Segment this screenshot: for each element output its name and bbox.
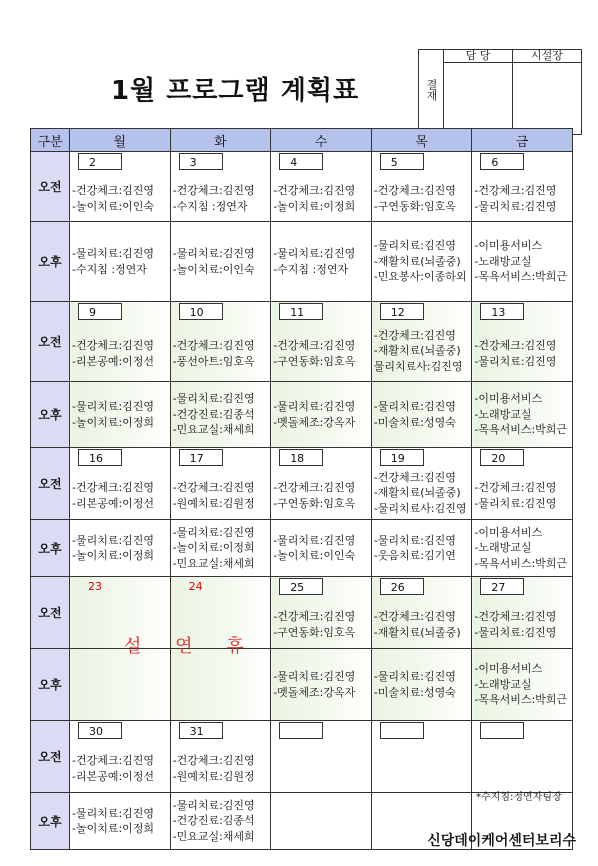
activity-item: -물리치료:김진영: [273, 400, 356, 413]
activity-list: [271, 745, 371, 769]
activity-item: -물리치료:김진영: [172, 798, 255, 812]
activity-item: -수지침 :정연자: [72, 262, 147, 276]
schedule-cell: [271, 520, 372, 577]
activity-item: -민요교실:채세희: [172, 556, 255, 570]
activity-item: -건강진료:김종석: [172, 407, 255, 421]
activity-item: -놀이치료:이정희: [273, 199, 356, 213]
activity-item: -건강체크:김진영: [474, 610, 557, 623]
approval-staff-box[interactable]: [444, 63, 513, 135]
header-day: 수: [271, 129, 372, 152]
activity-item: -이미용서비스: [474, 239, 543, 253]
activity-item: -건강체크:김진영: [273, 610, 356, 623]
activity-item: -물리치료:김진영: [172, 247, 255, 260]
schedule-cell: [472, 302, 573, 382]
holiday-label: 설 연 휴: [124, 636, 258, 657]
schedule-cell: [170, 222, 271, 302]
schedule-cell: [70, 382, 171, 448]
schedule-cell: [371, 152, 472, 222]
activity-item: -물리치료:김진영: [72, 806, 155, 820]
activity-item: -물리치료:김진영: [273, 670, 356, 683]
slot-label: 오후: [31, 793, 70, 850]
activity-item: -이미용서비스: [474, 662, 543, 676]
schedule-cell: [170, 448, 271, 520]
header-day: 금: [472, 129, 573, 152]
slot-label: 오전: [31, 152, 70, 222]
activity-item: -건강체크:김진영: [474, 481, 557, 494]
approval-side-label: 결재: [419, 50, 444, 135]
schedule-cell: [472, 152, 573, 222]
activity-item: -건강체크:김진영: [172, 339, 255, 352]
schedule-cell: [170, 302, 271, 382]
activity-item: -웃음치료:김기연: [373, 549, 456, 562]
slot-label: 오후: [31, 649, 70, 721]
activity-item: -물리치료:김진영: [474, 199, 557, 213]
header-day: 목: [371, 129, 472, 152]
activity-item: -물리치료:김진영: [373, 533, 456, 547]
schedule-cell: [271, 152, 372, 222]
date-box: 31: [179, 722, 223, 739]
date-box: 4: [279, 153, 323, 170]
activity-item: -건강체크:김진영: [474, 339, 557, 352]
activity-list: [372, 745, 472, 769]
date-box: [380, 722, 424, 739]
activity-item: -이미용서비스: [474, 392, 543, 406]
activity-list: [372, 238, 472, 285]
schedule-cell: [371, 382, 472, 448]
schedule-cell: [271, 577, 372, 649]
schedule-cell: [371, 721, 472, 793]
activity-list: [372, 533, 472, 564]
date-box: 20: [480, 449, 524, 466]
schedule-cell: [70, 152, 171, 222]
activity-item: -노래방교실: [474, 407, 532, 421]
slot-label: 오전: [31, 577, 70, 649]
slot-label: 오전: [31, 302, 70, 382]
activity-item: -건강체크:김진영: [474, 184, 557, 197]
schedule-cell: [170, 520, 271, 577]
activity-list: [70, 533, 170, 564]
activity-item: -건강체크:김진영: [72, 754, 155, 767]
activity-list: [171, 246, 271, 277]
schedule-cell: [371, 577, 472, 649]
date-box: [279, 722, 323, 739]
activity-list: [70, 246, 170, 277]
date-box: 19: [380, 449, 424, 466]
activity-item: -물리치료:김진영: [72, 400, 155, 413]
activity-list: [271, 669, 371, 700]
date-box: 18: [279, 449, 323, 466]
activity-item: -멧돌체조:강옥자: [273, 415, 356, 429]
activity-item: -건강체크:김진영: [373, 328, 456, 342]
schedule-cell: [371, 302, 472, 382]
center-name: 신당데이케어센터보리수: [427, 833, 576, 849]
activity-item: -민요봉사:이종하외: [373, 270, 467, 284]
date-box: 10: [179, 303, 223, 320]
schedule-cell: [271, 793, 372, 850]
schedule-cell: [371, 649, 472, 721]
schedule-cell: [472, 448, 573, 520]
activity-list: [472, 661, 572, 708]
activity-item: -물리치료:김진영: [373, 400, 456, 413]
activity-list: [472, 525, 572, 572]
date-box: 17: [179, 449, 223, 466]
date-box: 25: [279, 578, 323, 595]
schedule-cell: [271, 222, 372, 302]
schedule-cell: [70, 520, 171, 577]
activity-item: -목욕서비스:박희근: [474, 693, 568, 707]
activity-item: -건강체크:김진영: [273, 481, 356, 494]
activity-item: -원예치료:김원정: [172, 496, 255, 510]
approval-box: [418, 49, 582, 135]
date-box: 5: [380, 153, 424, 170]
activity-item: -노래방교실: [474, 254, 532, 268]
schedule-row: [31, 577, 573, 649]
schedule-row: [31, 649, 573, 721]
activity-list: [171, 391, 271, 438]
schedule-cell: [371, 222, 472, 302]
activity-item: -건강체크:김진영: [172, 184, 255, 197]
activity-item: -재활치료(뇌졸중): [373, 344, 461, 358]
activity-item: -건강체크:김진영: [373, 470, 456, 484]
activity-item: -건강체크:김진영: [72, 184, 155, 197]
date-box: 27: [480, 578, 524, 595]
header-label: 구분: [31, 129, 70, 152]
activity-list: [171, 314, 271, 369]
activity-item: -물리치료:김진영: [72, 533, 155, 547]
schedule-cell: [170, 721, 271, 793]
schedule-cell: [170, 152, 271, 222]
slot-label: 오후: [31, 222, 70, 302]
schedule-cell: [70, 793, 171, 850]
schedule-cell: [170, 649, 271, 721]
schedule-cell: [472, 721, 573, 793]
schedule-cell: [472, 649, 573, 721]
date-box: 16: [78, 449, 122, 466]
activity-item: -구연동화:임호옥: [273, 496, 356, 510]
activity-item: -이미용서비스: [474, 525, 543, 539]
activity-list: [271, 314, 371, 369]
schedule-cell: [271, 721, 372, 793]
approval-director-header: 시설장: [513, 50, 582, 63]
activity-item: -목욕서비스:박희근: [474, 270, 568, 284]
activity-item: -건강체크:김진영: [273, 339, 356, 352]
schedule-row: [31, 721, 573, 793]
schedule-row: [31, 222, 573, 302]
activity-item: -건강진료:김종석: [172, 814, 255, 828]
activity-item: -재활치료(뇌졸중): [373, 254, 461, 268]
schedule-cell: [472, 520, 573, 577]
activity-item: -건강체크:김진영: [373, 610, 456, 623]
activity-list: [372, 399, 472, 430]
activity-item: 물리치료사:김진영: [373, 359, 463, 373]
activity-item: -놀이치료:이정희: [72, 549, 155, 562]
slot-label: 오후: [31, 520, 70, 577]
schedule-cell: [70, 222, 171, 302]
schedule-cell: [472, 382, 573, 448]
activity-item: -리본공예:이정선: [72, 354, 155, 368]
activity-list: [271, 246, 371, 277]
schedule-cell: [170, 793, 271, 850]
activity-item: -물리치료사:김진영: [373, 501, 467, 515]
schedule-cell: [70, 649, 171, 721]
schedule-cell: [271, 382, 372, 448]
date-box: 26: [380, 578, 424, 595]
activity-item: -물리치료:김진영: [474, 496, 557, 510]
activity-item: -물리치료:김진영: [172, 525, 255, 539]
schedule-cell: [371, 448, 472, 520]
schedule-cell: [70, 721, 171, 793]
activity-item: -물리치료:김진영: [474, 625, 557, 639]
schedule-cell: [472, 577, 573, 649]
approval-director-box[interactable]: [513, 63, 582, 135]
activity-list: [271, 399, 371, 430]
page-title: 1월 프로그램 계획표: [110, 76, 360, 106]
header-day: 화: [170, 129, 271, 152]
activity-item: -놀이치료:이정희: [72, 822, 155, 835]
schedule-row: [31, 448, 573, 520]
activity-item: -노래방교실: [474, 541, 532, 555]
activity-item: -물리치료:김진영: [373, 670, 456, 683]
date-box: 30: [78, 722, 122, 739]
activity-item: -재활치료(뇌졸중): [373, 625, 461, 639]
activity-item: -목욕서비스:박희근: [474, 423, 568, 437]
activity-item: -놀이치료:이인숙: [172, 262, 255, 276]
activity-list: [271, 533, 371, 564]
date-box: 2: [78, 153, 122, 170]
header-day: 월: [70, 129, 171, 152]
activity-list: [472, 745, 572, 769]
activity-list: [70, 806, 170, 837]
activity-item: -원예치료:김원정: [172, 769, 255, 783]
activity-item: -민요교실:채세희: [172, 829, 255, 843]
schedule-cell: [371, 520, 472, 577]
footnote: *수지침:정연자팀장: [476, 792, 562, 803]
schedule-cell: [271, 448, 372, 520]
activity-item: -목욕서비스:박희근: [474, 556, 568, 570]
date-box: 24: [188, 580, 203, 593]
activity-item: -리본공예:이정선: [72, 769, 155, 783]
schedule-cell: [271, 302, 372, 382]
activity-item: -풍선아트:임호옥: [172, 354, 255, 368]
activity-item: -놀이치료:이인숙: [72, 199, 155, 213]
activity-item: -노래방교실: [474, 677, 532, 691]
activity-item: -민요교실:채세희: [172, 423, 255, 437]
activity-item: -건강체크:김진영: [273, 184, 356, 197]
activity-item: -물리치료:김진영: [474, 354, 557, 368]
date-box: [480, 722, 524, 739]
date-box: 9: [78, 303, 122, 320]
activity-item: -물리치료:김진영: [273, 533, 356, 547]
schedule-row: [31, 152, 573, 222]
slot-label: 오전: [31, 448, 70, 520]
activity-item: -재활치료(뇌졸중): [373, 486, 461, 500]
date-box: 6: [480, 153, 524, 170]
activity-list: [171, 601, 271, 625]
schedule-row: [31, 520, 573, 577]
activity-item: -건강체크:김진영: [373, 184, 456, 197]
activity-list: [70, 601, 170, 625]
schedule-cell: [472, 222, 573, 302]
activity-item: -구연동화:임호옥: [273, 625, 356, 639]
date-box: 13: [480, 303, 524, 320]
activity-item: -물리치료:김진영: [273, 247, 356, 260]
schedule-cell: [170, 382, 271, 448]
activity-item: -건강체크:김진영: [72, 481, 155, 494]
date-box: 11: [279, 303, 323, 320]
schedule-row: [31, 382, 573, 448]
activity-item: -미술치료:성영숙: [373, 415, 456, 429]
activity-item: -수지침 :정연자: [273, 262, 349, 276]
activity-list: [472, 314, 572, 369]
schedule-cell: [70, 302, 171, 382]
activity-item: -놀이치료:이인숙: [273, 549, 356, 562]
activity-item: -건강체크:김진영: [72, 339, 155, 352]
activity-item: -물리치료:김진영: [72, 247, 155, 260]
activity-item: -물리치료:김진영: [373, 239, 456, 253]
activity-item: -리본공예:이정선: [72, 496, 155, 510]
activity-item: -구연동화:임호옥: [373, 199, 456, 213]
activity-list: [472, 238, 572, 285]
activity-list: [372, 669, 472, 700]
date-box: 23: [88, 580, 102, 593]
slot-label: 오후: [31, 382, 70, 448]
schedule-cell: [70, 448, 171, 520]
activity-item: -건강체크:김진영: [172, 481, 255, 494]
activity-item: -수지침 :정연자: [172, 199, 248, 213]
date-box: 12: [380, 303, 424, 320]
activity-item: -건강체크:김진영: [172, 754, 255, 767]
activity-list: [171, 798, 271, 845]
activity-item: -놀이치료:이정희: [72, 415, 155, 429]
activity-list: [472, 391, 572, 438]
schedule-row: [31, 302, 573, 382]
activity-item: -미술치료:성영숙: [373, 685, 456, 699]
activity-list: [171, 525, 271, 572]
activity-item: -멧돌체조:강옥자: [273, 685, 356, 699]
schedule-table: [30, 128, 573, 850]
slot-label: 오전: [31, 721, 70, 793]
activity-item: -놀이치료:이정희: [172, 541, 255, 555]
activity-list: [70, 314, 170, 369]
approval-staff-header: 담 당: [444, 50, 513, 63]
activity-list: [70, 399, 170, 430]
activity-item: -물리치료:김진영: [172, 392, 255, 406]
schedule-cell: [271, 649, 372, 721]
date-box: 3: [179, 153, 223, 170]
activity-item: -구연동화:임호옥: [273, 354, 356, 368]
